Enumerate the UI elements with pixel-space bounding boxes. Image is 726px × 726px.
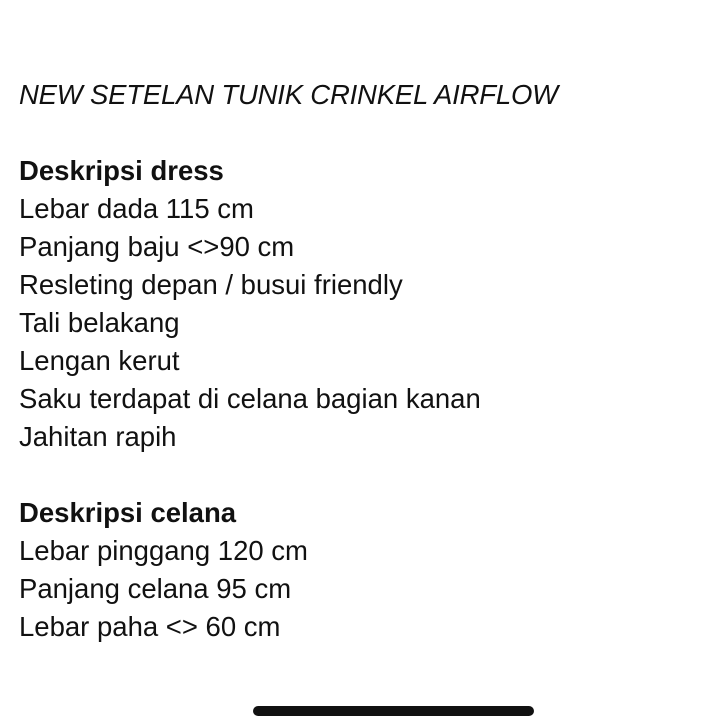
dress-line-pocket: Saku terdapat di celana bagian kanan	[19, 383, 481, 414]
section-dress	[19, 152, 709, 456]
note-body[interactable]	[19, 76, 709, 646]
section-pants	[19, 494, 709, 646]
dress-line-chest-width: Lebar dada 115 cm	[19, 193, 254, 224]
dress-line-sleeve: Lengan kerut	[19, 345, 180, 376]
dress-line-stitching: Jahitan rapih	[19, 421, 177, 452]
blank-line	[19, 114, 709, 152]
section-heading: Deskripsi dress	[19, 155, 224, 186]
pants-line-waist: Lebar pinggang 120 cm	[19, 535, 308, 566]
blank-line	[19, 456, 709, 494]
pants-line-length: Panjang celana 95 cm	[19, 573, 292, 604]
dress-line-zipper: Resleting depan / busui friendly	[19, 269, 403, 300]
dress-line-back-tie: Tali belakang	[19, 307, 180, 338]
dress-line-length: Panjang baju <>90 cm	[19, 231, 295, 262]
home-indicator[interactable]	[253, 706, 534, 716]
section-heading: Deskripsi celana	[19, 497, 237, 528]
note-title: NEW SETELAN TUNIK CRINKEL AIRFLOW	[19, 79, 558, 110]
pants-line-thigh: Lebar paha <> 60 cm	[19, 611, 281, 642]
